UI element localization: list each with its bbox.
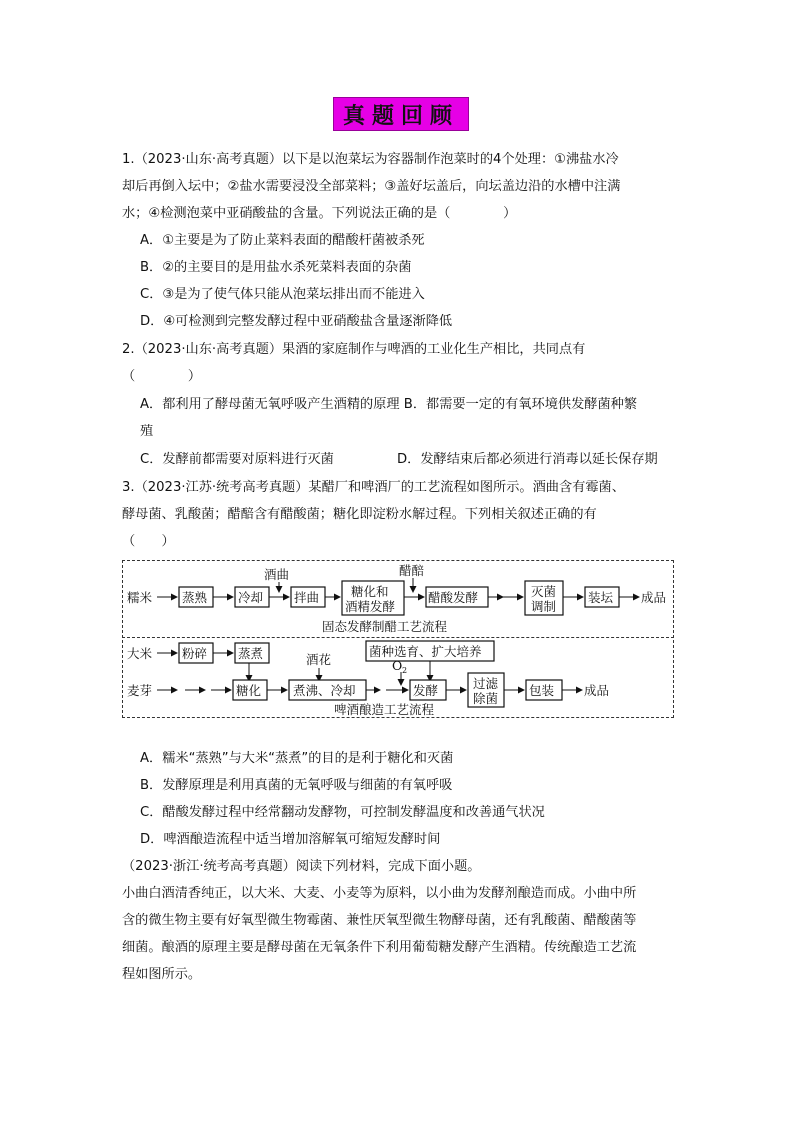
q1-stem-line: 水；④检测泡菜中亚硝酸盐的含量。下列说法正确的是（ ） <box>122 206 517 221</box>
diagram-end-label: 成品 <box>584 683 610 698</box>
diagram-step-label: 糖化和 <box>351 584 389 599</box>
q3-option-d: D．啤酒酿造流程中适当增加溶解氧可缩短发酵时间 <box>140 832 441 847</box>
diagram-step-label: 除菌 <box>473 691 499 706</box>
diagram-start-label: 麦芽 <box>127 683 153 698</box>
q2-option-c: C．发酵前都需要对原料进行灭菌 <box>140 452 334 467</box>
q2-option-b-cont: 殖 <box>140 424 154 439</box>
q3-option-c: C．醋酸发酵过程中经常翻动发酵物，可控制发酵温度和改善通气状况 <box>140 805 545 820</box>
diagram-caption: 啤酒酿造工艺流程 <box>334 702 435 717</box>
diagram-step-label: 发酵 <box>413 683 439 698</box>
q1-option-c: C．③是为了使气体只能从泡菜坛排出而不能进入 <box>140 287 425 302</box>
diagram-start-label: 糯米 <box>127 590 153 605</box>
diagram-step-label: 包装 <box>529 683 555 698</box>
diagram-step-label: 糖化 <box>236 683 262 698</box>
diagram-culture-label: 菌种选育、扩大培养 <box>369 644 482 659</box>
q1-option-d: D．④可检测到完整发酵过程中亚硝酸盐含量逐渐降低 <box>140 314 453 329</box>
diagram-additive-label: 醋醅 <box>399 563 425 578</box>
diagram-step-label: 煮沸、冷却 <box>293 683 356 698</box>
diagram-oxygen-subscript: 2 <box>402 666 408 675</box>
diagram-step-label: 调制 <box>531 599 557 614</box>
q4-intro: （2023·浙江·统考高考真题）阅读下列材料，完成下面小题。 <box>122 859 481 874</box>
diagram-step-label: 装坛 <box>588 590 614 605</box>
diagram-step-label: 蒸煮 <box>238 646 264 661</box>
diagram-start-label: 大米 <box>127 646 153 661</box>
banner-title: 真题回顾 <box>342 102 459 129</box>
q3-stem-line: （ ） <box>122 534 175 549</box>
q2-option-d: D．发酵结束后都必须进行消毒以延长保存期 <box>397 452 658 467</box>
q3-stem-line: 3.（2023·江苏·统考高考真题）某醋厂和啤酒厂的工艺流程如图所示。酒曲含有霉菌、 <box>122 480 625 495</box>
diagram-step-label: 拌曲 <box>294 590 320 605</box>
q3-option-a: A．糯米“蒸熟”与大米“蒸煮”的目的是利于糖化和灭菌 <box>140 751 454 766</box>
diagram-additive-label: 酒曲 <box>264 567 290 582</box>
diagram-step-label: 醋酸发酵 <box>428 590 479 605</box>
diagram-end-label: 成品 <box>641 590 667 605</box>
q4-paragraph-line: 细菌。酿酒的原理主要是酵母菌在无氧条件下利用葡萄糖发酵产生酒精。传统酿造工艺流 <box>122 940 637 955</box>
diagram-oxygen-label: O <box>392 658 403 673</box>
q3-stem-line: 酵母菌、乳酸菌；醋醅含有醋酸菌；糖化即淀粉水解过程。下列相关叙述正确的有 <box>122 507 597 522</box>
q4-paragraph-line: 程如图所示。 <box>122 967 202 982</box>
diagram-caption: 固态发酵制醋工艺流程 <box>322 619 448 634</box>
q1-stem-line: 1.（2023·山东·高考真题）以下是以泡菜坛为容器制作泡菜时的4个处理：①沸盐水冷 <box>122 152 619 167</box>
q1-option-b: B．②的主要目的是用盐水杀死菜料表面的杂菌 <box>140 260 412 275</box>
diagram-additive-label: 酒花 <box>306 652 332 667</box>
diagram-step-label: 蒸熟 <box>182 590 208 605</box>
q3-option-b: B．发酵原理是利用真菌的无氧呼吸与细菌的有氧呼吸 <box>140 778 453 793</box>
q4-paragraph-line: 小曲白酒清香纯正，以大米、大麦、小麦等为原料，以小曲为发酵剂酿造而成。小曲中所 <box>122 886 637 901</box>
q1-stem-line: 却后再倒入坛中；②盐水需要浸没全部菜料；③盖好坛盖后，向坛盖边沿的水槽中注满 <box>122 179 621 194</box>
q2-stem-line: 2.（2023·山东·高考真题）果酒的家庭制作与啤酒的工业化生产相比，共同点有 <box>122 342 586 357</box>
q2-option-ab: A．都利用了酵母菌无氧呼吸产生酒精的原理 B．都需要一定的有氧环境供发酵菌种繁 <box>140 397 638 412</box>
q4-paragraph-line: 含的微生物主要有好氧型微生物霉菌、兼性厌氧型微生物酵母菌，还有乳酸菌、醋酸菌等 <box>122 913 637 928</box>
q1-option-a: A．①主要是为了防止菜料表面的醋酸杆菌被杀死 <box>140 233 425 248</box>
diagram-step-label: 粉碎 <box>182 646 208 661</box>
diagram-step-label: 灭菌 <box>531 584 557 599</box>
diagram-step-label: 过滤 <box>473 676 499 691</box>
q2-stem-line: （ ） <box>122 369 202 384</box>
diagram-step-label: 酒精发酵 <box>345 599 396 614</box>
diagram-step-label: 冷却 <box>238 590 264 605</box>
